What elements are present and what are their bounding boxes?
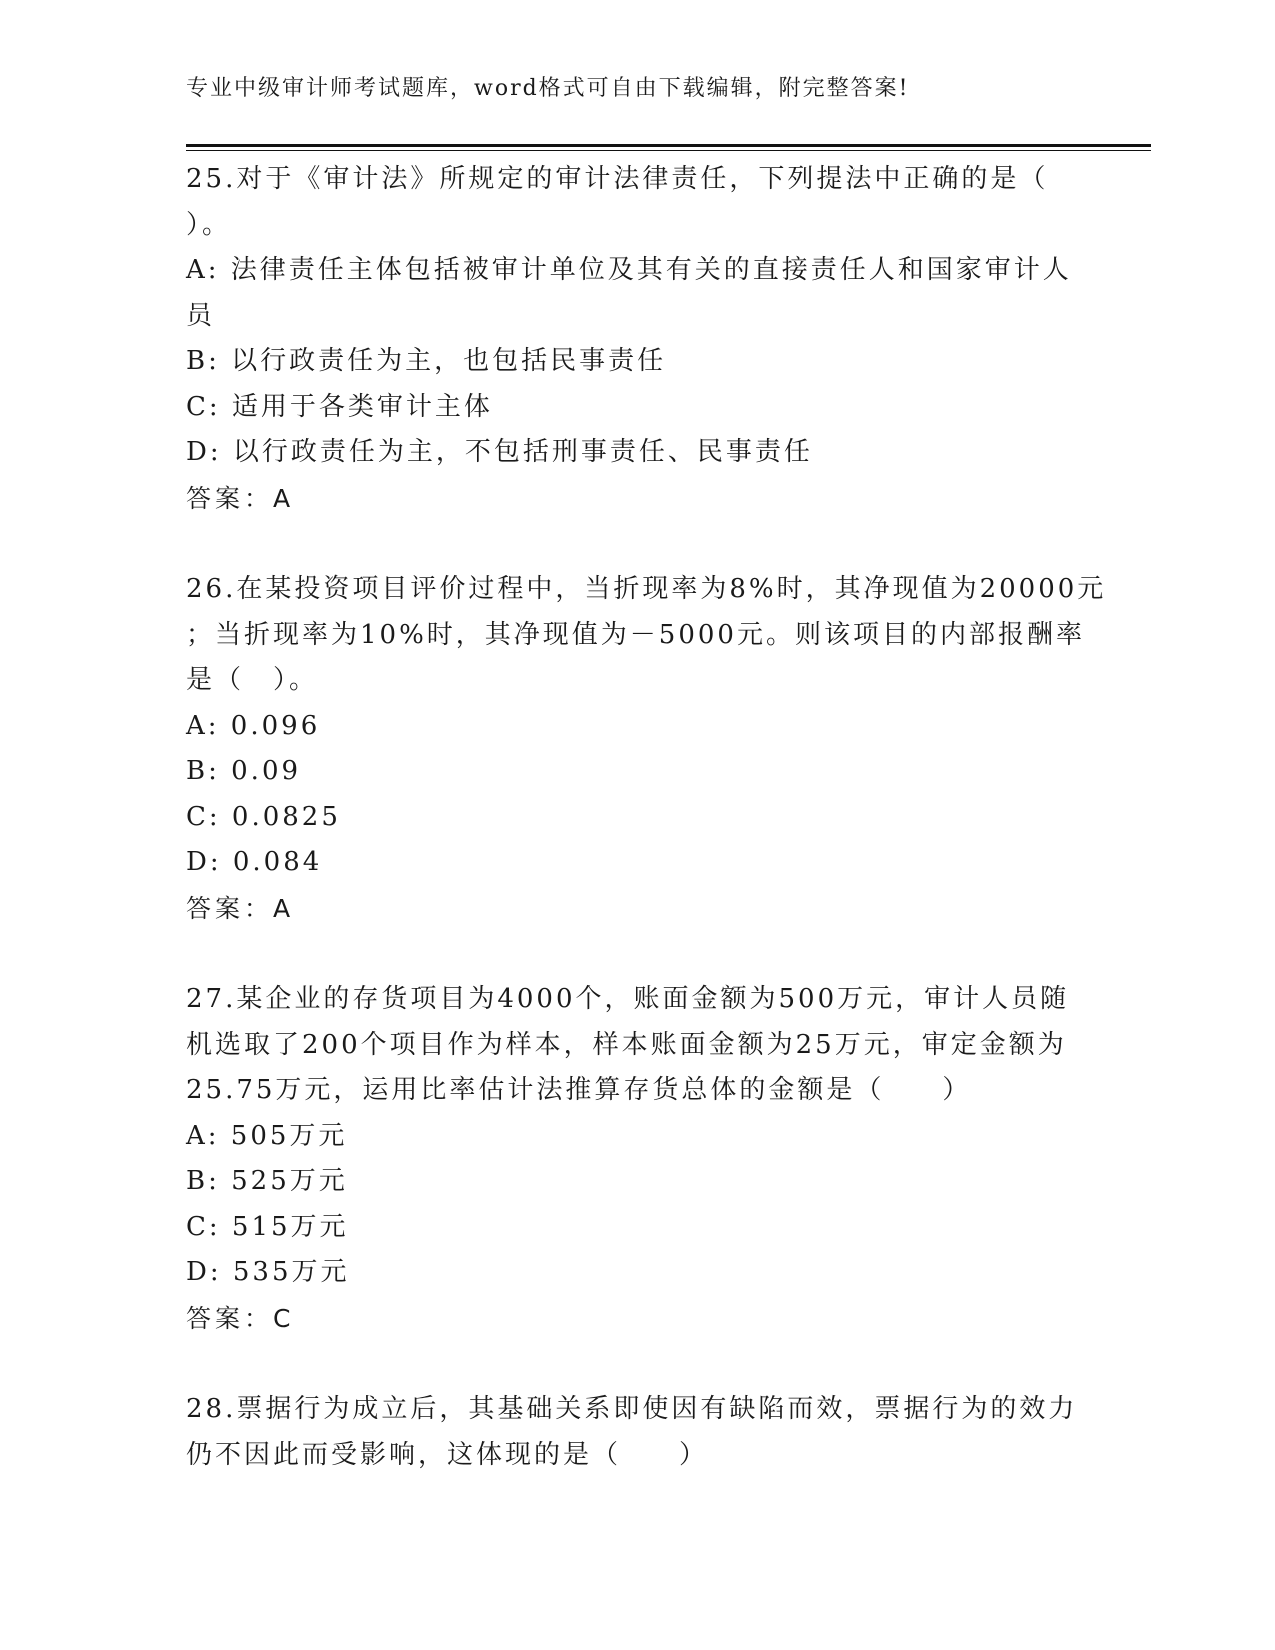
question-text: 是（ ）。 [186,665,319,695]
question-text: 26.在某投资项目评价过程中，当折现率为8%时，其净现值为20000元 [186,574,1107,604]
answer-label: 答案： [186,1303,274,1333]
question-text: 25.对于《审计法》所规定的审计法律责任，下列提法中正确的是（ [186,164,1049,194]
answer-value: A [273,893,292,923]
option-c: C: 0.0825 [186,801,341,832]
option-d: D: 535万元 [186,1257,350,1287]
question-text: ）。 [186,209,232,240]
question-text: 28.票据行为成立后，其基础关系即使因有缺陷而效，票据行为的效力 [186,1394,1078,1424]
option-b: B: 以行政责任为主，也包括民事责任 [186,346,667,376]
question-text: 仍不因此而受影响，这体现的是（ ） [186,1439,709,1470]
option-b: B: 525万元 [186,1166,348,1196]
question-28 [186,1387,1076,1478]
question-list [186,157,1107,1478]
answer-line [186,476,1076,522]
question-text: 机选取了200个项目作为样本，样本账面金额为25万元，审定金额为 [186,1029,1067,1060]
option-a: A: 505万元 [186,1120,348,1151]
header-divider-thin [186,150,1151,151]
option-c: C: 515万元 [186,1211,349,1242]
question-text: 25.75万元，运用比率估计法推算存货总体的金额是（ ） [186,1075,972,1105]
question-27 [186,977,1076,1341]
answer-value: A [273,483,292,513]
option-c: C: 适用于各类审计主体 [186,391,493,422]
option-d: D: 0.084 [186,847,323,877]
page-header: 专业中级审计师考试题库，word格式可自由下载编辑，附完整答案! [186,76,910,101]
question-text: 27.某企业的存货项目为4000个，账面金额为500万元，审计人员随 [186,984,1070,1014]
answer-value: C [273,1303,292,1333]
question-26 [186,567,1107,931]
header-divider [186,144,1151,147]
option-b: B: 0.09 [186,756,302,786]
option-a: A: 0.096 [186,710,321,741]
answer-line [186,886,1076,932]
question-text: ；当折现率为10%时，其净现值为－5000元。则该项目的内部报酬率 [186,619,1085,650]
answer-label: 答案： [186,483,274,513]
option-d: D: 以行政责任为主，不包括刑事责任、民事责任 [186,437,813,467]
option-a: A: 法律责任主体包括被审计单位及其有关的直接责任人和国家审计人 [186,255,1072,285]
answer-label: 答案： [186,893,274,923]
answer-line [186,1296,1076,1342]
question-25 [186,157,1076,521]
option-a-continued: 员 [186,300,216,331]
